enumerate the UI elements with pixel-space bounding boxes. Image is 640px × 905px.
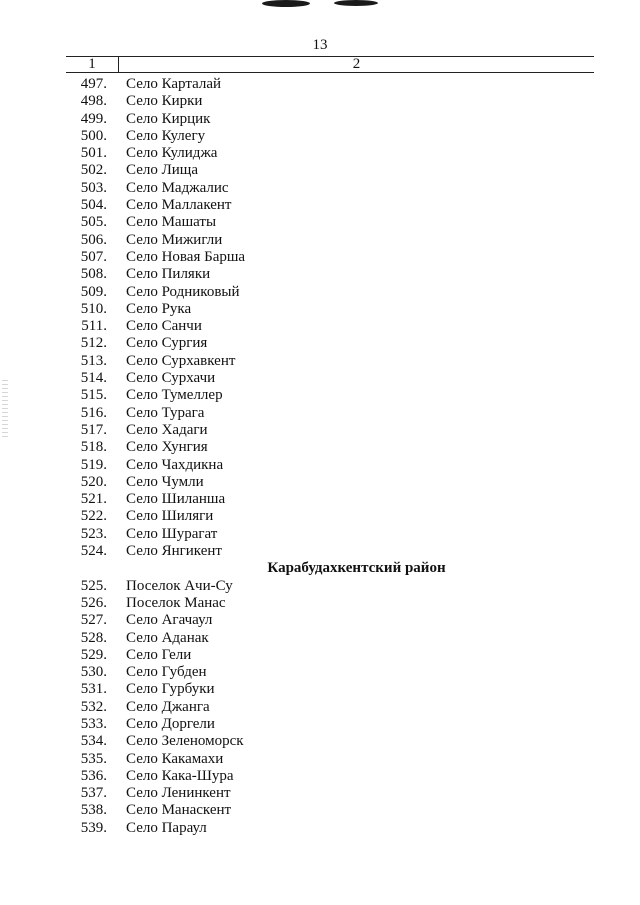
settlement-name: Село Гели (126, 646, 192, 663)
row-number: 502. (80, 162, 107, 179)
row-number: 519. (80, 456, 107, 473)
table-row (66, 439, 594, 456)
settlement-name: Село Губден (126, 664, 207, 681)
row-number: 531. (80, 681, 107, 698)
table-row (66, 681, 594, 698)
table-row (66, 543, 594, 560)
row-number: 522. (80, 508, 107, 525)
table-row (66, 751, 594, 768)
row-number: 534. (80, 733, 107, 750)
row-number: 509. (80, 283, 107, 300)
settlement-name: Село Параул (126, 819, 207, 836)
table-row (66, 214, 594, 231)
settlement-name: Село Кака-Шура (126, 767, 234, 784)
settlement-name: Село Тумеллер (126, 387, 223, 404)
settlement-name: Село Джанга (126, 698, 210, 715)
settlement-name: Село Ленинкент (126, 785, 231, 802)
settlement-name: Село Хадаги (126, 421, 208, 438)
settlement-name: Поселок Манас (126, 594, 226, 611)
table-row (66, 128, 594, 145)
column-header-name: 2 (352, 56, 361, 72)
settlement-name: Село Новая Барша (126, 248, 246, 265)
table-row (66, 232, 594, 249)
table-row (66, 664, 594, 681)
table-row (66, 405, 594, 422)
row-number: 503. (80, 179, 107, 196)
table-row (66, 716, 594, 733)
row-number: 523. (80, 525, 107, 542)
table-row (66, 491, 594, 508)
table-header (66, 56, 594, 73)
table-row (66, 733, 594, 750)
scan-hole-mark-right (334, 0, 378, 6)
row-number: 498. (80, 93, 107, 110)
row-number: 528. (80, 629, 107, 646)
settlement-name: Село Шурагат (126, 525, 218, 542)
row-number: 500. (80, 127, 107, 144)
table-row (66, 335, 594, 352)
settlement-name: Село Манаскент (126, 802, 232, 819)
row-number: 512. (80, 335, 107, 352)
settlement-name: Село Чахдикна (126, 456, 224, 473)
settlement-name: Село Янгикент (126, 543, 222, 560)
table-row (66, 180, 594, 197)
table-row (66, 630, 594, 647)
row-number: 525. (80, 577, 107, 594)
row-number: 518. (80, 439, 107, 456)
column-header-number: 1 (88, 56, 96, 72)
settlement-name: Село Шиланша (126, 491, 226, 508)
district-title: Карабудахкентский район (267, 560, 446, 577)
table-row (66, 249, 594, 266)
settlement-name: Село Лища (126, 162, 198, 179)
settlement-name: Село Кулегу (126, 127, 206, 144)
settlement-name: Село Санчи (126, 318, 202, 335)
table-row (66, 162, 594, 179)
settlement-name: Село Чумли (126, 473, 204, 490)
table-row (66, 474, 594, 491)
settlement-name: Село Агачаул (126, 612, 213, 629)
row-number: 520. (80, 473, 107, 490)
settlement-name: Село Карталай (126, 76, 222, 92)
settlement-name: Село Хунгия (126, 439, 208, 456)
settlement-name: Село Шиляги (126, 508, 214, 525)
settlement-name: Село Сурхачи (126, 370, 216, 387)
row-number: 499. (80, 110, 107, 127)
settlement-name: Село Сургия (126, 335, 208, 352)
table-row (66, 266, 594, 283)
table-row (66, 422, 594, 439)
settlement-list (66, 76, 594, 837)
settlement-name: Село Сурхавкент (126, 352, 236, 369)
settlement-name: Село Машаты (126, 214, 217, 231)
row-number: 510. (80, 300, 107, 317)
table-row (66, 578, 594, 595)
row-number: 504. (80, 197, 107, 214)
table-row (66, 526, 594, 543)
settlement-name: Село Зеленоморск (126, 733, 244, 750)
settlement-name: Село Турага (126, 404, 205, 421)
row-number: 516. (80, 404, 107, 421)
row-number: 505. (80, 214, 107, 231)
row-number: 533. (80, 715, 107, 732)
settlement-name: Село Гурбуки (126, 681, 215, 698)
table-row (66, 370, 594, 387)
row-number: 537. (80, 785, 107, 802)
table-row (66, 353, 594, 370)
settlement-name: Село Кирки (126, 93, 203, 110)
table-row (66, 76, 594, 93)
row-number: 529. (80, 646, 107, 663)
row-number: 514. (80, 370, 107, 387)
district-heading-row (66, 560, 594, 577)
row-number: 527. (80, 612, 107, 629)
row-number: 506. (80, 231, 107, 248)
table-row (66, 785, 594, 802)
row-number: 513. (80, 352, 107, 369)
row-number: 535. (80, 750, 107, 767)
settlement-name: Село Пиляки (126, 266, 211, 283)
row-number: 511. (81, 318, 107, 335)
row-number: 501. (80, 145, 107, 162)
row-number: 526. (80, 594, 107, 611)
row-number: 524. (80, 543, 107, 560)
table-row (66, 508, 594, 525)
row-number: 515. (80, 387, 107, 404)
table-row (66, 647, 594, 664)
row-number: 532. (80, 698, 107, 715)
table-row (66, 595, 594, 612)
row-number: 508. (80, 266, 107, 283)
row-number: 536. (80, 767, 107, 784)
table-row (66, 145, 594, 162)
scan-edge-noise (2, 380, 8, 440)
settlement-name: Село Доргели (126, 715, 215, 732)
table-row (66, 820, 594, 837)
settlement-name: Село Рука (126, 300, 192, 317)
settlement-name: Село Маллакент (126, 197, 232, 214)
settlement-name: Село Родниковый (126, 283, 240, 300)
settlement-name: Село Какамахи (126, 750, 224, 767)
row-number: 538. (80, 802, 107, 819)
scan-hole-mark-left (262, 0, 310, 7)
row-number: 507. (80, 248, 107, 265)
table-row (66, 111, 594, 128)
row-number: 497. (80, 76, 107, 92)
table-row (66, 457, 594, 474)
table-row (66, 768, 594, 785)
row-number: 539. (80, 819, 107, 836)
table-row (66, 301, 594, 318)
table-row (66, 699, 594, 716)
table-row (66, 284, 594, 301)
row-number: 517. (80, 421, 107, 438)
settlement-name: Село Кулиджа (126, 145, 218, 162)
settlement-name: Село Кирцик (126, 110, 211, 127)
settlement-name: Село Маджалис (126, 179, 229, 196)
settlement-name: Поселок Ачи-Су (126, 577, 233, 594)
table-row (66, 197, 594, 214)
page-number: 13 (312, 37, 328, 53)
table-row (66, 387, 594, 404)
row-number: 521. (80, 491, 107, 508)
settlement-name: Село Мижигли (126, 231, 223, 248)
row-number: 530. (80, 664, 107, 681)
table-row (66, 802, 594, 819)
table-row (66, 612, 594, 629)
table-row (66, 93, 594, 110)
table-row (66, 318, 594, 335)
settlement-name: Село Аданак (126, 629, 209, 646)
